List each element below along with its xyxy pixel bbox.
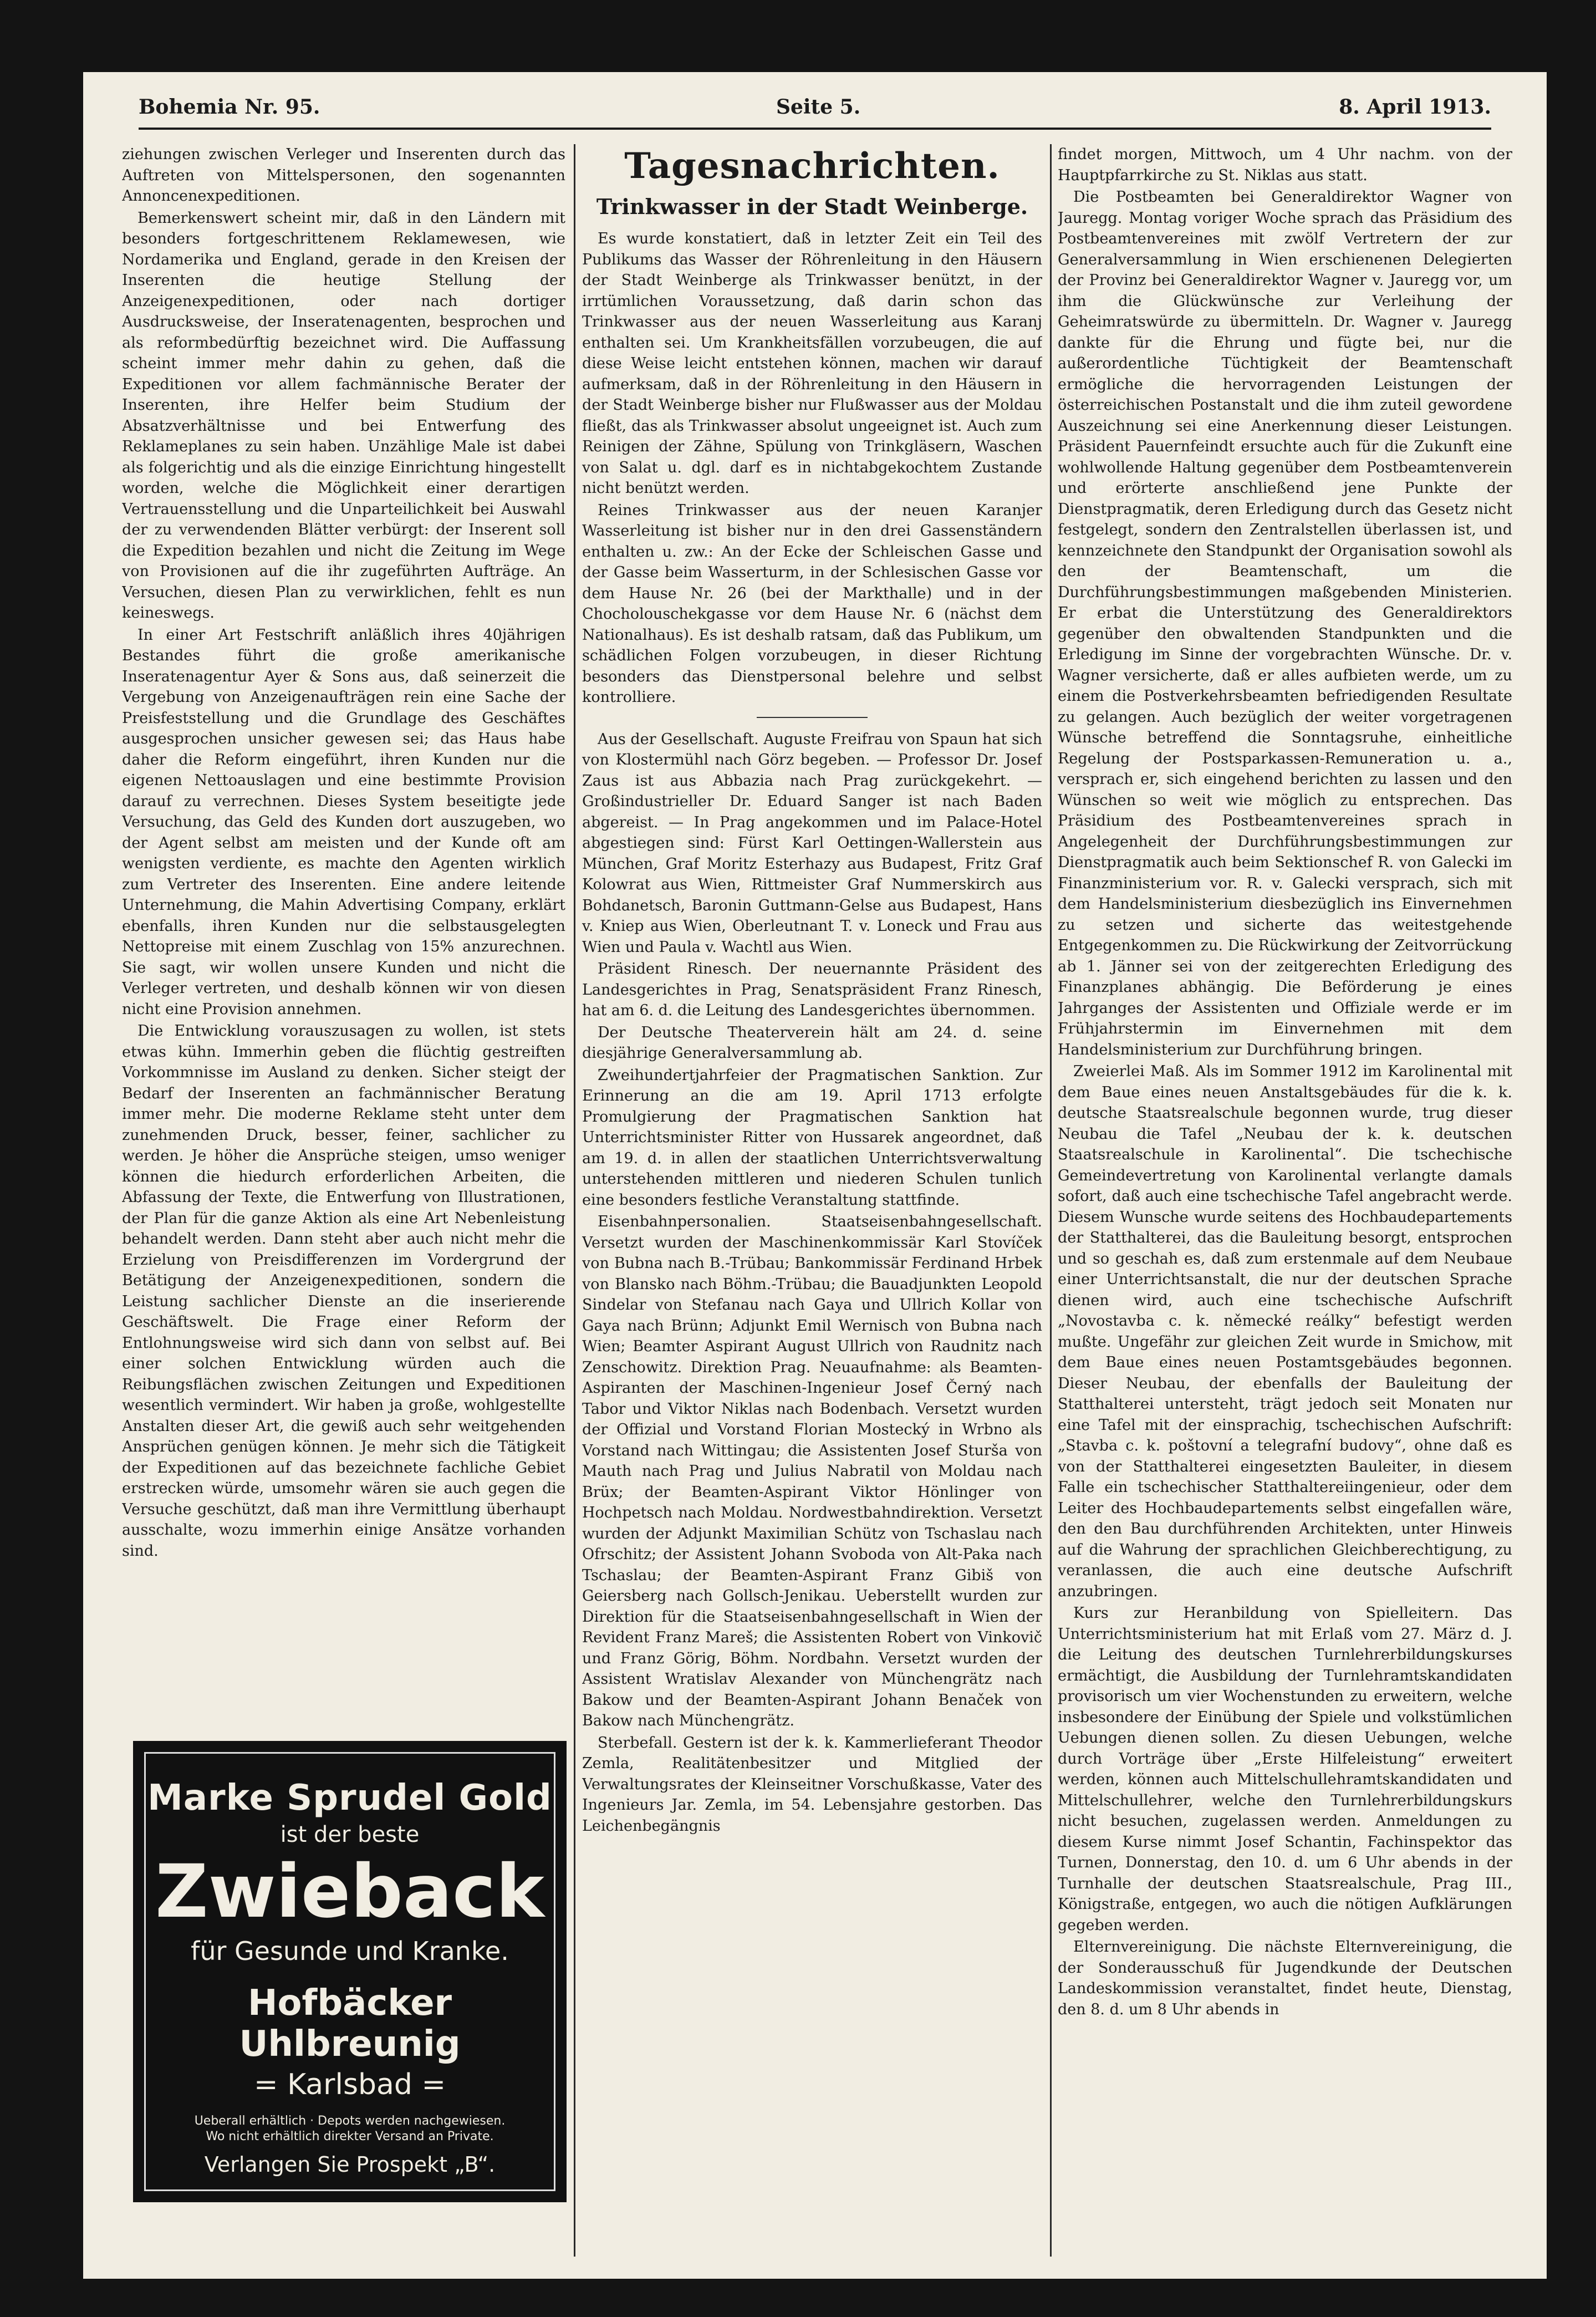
column-divider [574, 144, 575, 2257]
article-text: ziehungen zwischen Verleger und Inserenten durch das Auftreten von Mittelspersonen, den sogenannten Annoncenexpeditionen. [122, 146, 565, 205]
ad-fineprint-line: Wo nicht erhältlich direkter Versand an Private. [206, 2130, 494, 2143]
news-item: Eisenbahnpersonalien. Staatseisenbahngesellschaft. Versetzt wurden der Maschinenkommissär Karl Stovíček von Bubna nach B.-Trübau; Bankommissär Ferdinand Hrbek von Blansko nach Böhm.-Trübau; die Bauadjunkten Leopold Sindelar von Stefanau nach Gaya und Ullrich Kollar von Gaya nach Brünn; Adjunkt Emil Wernisch von Bubna nach Wien; Beamter Aspirant August Ullrich von Raudnitz nach Zenschowitz. Direktion Prag. Neuaufnahme: als Beamten-Aspiranten der Maschinen-Ingenieur Josef Černý nach Tabor und Viktor Niklas nach Bodenbach. Versetzt wurden der Offizial und Vorstand Florian Mostecký in Wrbno als Vorstand nach Wittingau; die Assistenten Josef Sturša von Mauth nach Prag und Julius Nabratil von Moldau nach Brüx; der Beamten-Aspirant Viktor Hönlinger von Hochpetsch nach Moldau. Nordwestbahndirektion. Versetzt wurden der Adjunkt Maximilian Schütz von Tschaslau nach Ofrschitz; der Assistent Johann Svoboda von Alt-Paka nach Tschaslau; der Beamten-Aspirant Franz Gibiš von Geiersberg nach Gollsch-Jenikau. Ueberstellt wurden zur Direktion für die Staatseisenbahngesellschaft in Wien der Revident Franz Mareš; die Assistenten Robert von Vinkovič und Franz Görig, Böhm. Nordbahn. Versetzt wurden der Assistent Wratislav Alexander von Münchengrätz nach Bakow und der Beamten-Aspirant Johann Benaček von Bakow nach Münchengrätz. [582, 1213, 1042, 1729]
page-number: Seite 5. [776, 95, 861, 119]
section-title: Tagesnachrichten. [624, 145, 1000, 187]
news-item: Elternvereinigung. Die nächste Elternvereinigung, die der Sonderausschuß für Jugendkunde der Deutschen Landeskommission veranstaltet, findet heute, Dienstag, den 8. d. um 8 Uhr abends in [1058, 1938, 1512, 2018]
news-item: Aus der Gesellschaft. Auguste Freifrau von Spaun hat sich von Klostermühl nach Görz begeben. — Professor Dr. Josef Zaus ist aus Abbazia nach Prag zurückgekehrt. — Großindustrieller Dr. Eduard Sanger ist nach Baden abgereist. — In Prag angekommen und im Palace-Hotel abgestiegen sind: Fürst Karl Oettingen-Wallerstein aus München, Graf Moritz Esterhazy aus Budapest, Fritz Graf Kolowrat aus Wien, Rittmeister Graf Nummerskirch aus Bohdanetsch, Baronin Guttmann-Gelse aus Budapest, Hans v. Kniep aus Wien, Oberleutnant T. v. Loneck und Frau aus Wien und Paula v. Wachtl aus Wien. [582, 730, 1042, 956]
ad-tagline: ist der beste [280, 1822, 420, 1847]
zwieback-advertisement [133, 1741, 567, 2202]
page-header [139, 83, 1491, 133]
column-2 [582, 144, 1042, 2257]
ad-city: = Karlsbad = [253, 2068, 446, 2101]
masthead-issue: Bohemia Nr. 95. [139, 95, 320, 119]
ad-product: Zwieback [155, 1849, 545, 1934]
ad-fineprint-line: Ueberall erhältlich · Depots werden nachgewiesen. [194, 2114, 506, 2128]
news-item: Sterbefall. Gestern ist der k. k. Kammerlieferant Theodor Zemla, Realitätenbesitzer und Mitglied der Verwaltungsrates der Kleinseitner Vorschußkasse, Vater des Ingenieurs Jar. Zemla, im 54. Lebensjahre gestorben. Das Leichenbegängnis [582, 1734, 1042, 1835]
article-headline: Trinkwasser in der Stadt Weinberge. [596, 194, 1028, 219]
ad-prospectus: Verlangen Sie Prospekt „B“. [204, 2152, 496, 2177]
news-item: Präsident Rinesch. Der neuernannte Präsident des Landesgerichtes in Prag, Senatspräsident Franz Rinesch, hat am 6. d. die Leitung des Landesgerichtes übernommen. [582, 960, 1042, 1019]
news-item: Der Deutsche Theaterverein hält am 24. d. seine diesjährige Generalversammlung ab. [582, 1023, 1042, 1062]
news-item: Die Postbeamten bei Generaldirektor Wagner von Jauregg. Montag voriger Woche sprach das Präsidium des Postbeamtenvereines mit zwölf Vertretern der zur Generalversammlung in Wien erschienenen Delegierten der Provinz bei Generaldirektor Wagner v. Jauregg vor, um ihm die Glückwünsche zur Verleihung der Geheimratswürde zu übermitteln. Dr. Wagner v. Jauregg dankte für die Ehrung und fügte bei, nur die außerordentliche Tüchtigkeit der Beamtenschaft ermögliche die hervorragenden Leistungen der österreichischen Postanstalt und die ihm zuteil gewordene Auszeichnung sei eine Anerkennung dieser Leistungen. Präsident Pauernfeindt ersuchte auch für die Zukunft eine wohlwollende Haltung gegenüber dem Postbeamtenverein und erörterte anschließend jene Punkte der Dienstpragmatik, deren Erledigung durch das Gesetz nicht festgelegt, sondern den Zentralstellen überlassen ist, und kennzeichnete den Standpunkt der Organisation sowohl als den der Beamtenschaft, um die Durchführungsbestimmungen maßgebenden Ministerien. Er erbat die Unterstützung des Generaldirektors gegenüber den obwaltenden Standpunkten und die Erledigung im Sinne der vorgebrachten Wünsche. Dr. v. Wagner versicherte, daß er alles aufbieten werde, um zu einem die Postverkehrsbeamten befriedigenden Resultate zu gelangen. Auch bezüglich der weiter vorgetragenen Wünsche betreffend die Sonntagsruhe, einheitliche Regelung der Postsparkassen-Remuneration u. a., versprach er, sich eingehend berichten zu lassen und den Wünschen so weit wie möglich zu entsprechen. Das Präsidium des Postbeamtenvereines sprach in Angelegenheit der Durchführungsbestimmungen zur Dienstpragmatik auch beim Sektionschef R. von Galecki im Finanzministerium vor. R. v. Galecki versprach, sich mit dem Handelsministerium diesbezüglich ins Einvernehmen zu setzen und sicherte das weitestgehende Entgegenkommen zu. Die Rückwirkung der Zeitvorrückung ab 1. Jänner sei von der zeitgerechten Erledigung des Finanzplanes abhängig. Die Beförderung je eines Jahrganges der Assistenten und Offiziale werde er im Frühjahrstermin im Einvernehmen mit dem Handelsministerium zur Durchführung bringen. [1058, 189, 1512, 1058]
news-item: Kurs zur Heranbildung von Spielleitern. Das Unterrichtsministerium hat mit Erlaß vom 27. März d. J. die Leitung des deutschen Turnlehrerbildungskurses ermächtigt, die Ausbildung der Turnlehramtskandidaten provisorisch um vier Wochenstunden zu erweitern, welche insbesondere der Einübung der Spiele und volkstümlichen Uebungen dienen sollen. Zu diesen Uebungen, welche durch Vorträge über „Erste Hilfeleistung“ erweitert werden, können auch Mittelschullehramtskandidaten und Mittelschullehrer, welche den Turnlehrerbildungskurs nicht besuchen, zugelassen werden. Anmeldungen zu diesem Kurse nimmt Josef Schantin, Fachinspektor das Turnen, Donnerstag, den 10. d. um 6 Uhr abends in der Turnhalle der deutschen Staatsrealschule, Prag III., Königstraße, entgegen, wo auch die nötigen Aufklärungen gegeben werden. [1058, 1605, 1512, 1934]
ad-maker: Hofbäcker Uhlbreunig [239, 1983, 461, 2065]
article-text: In einer Art Festschrift anläßlich ihres 40jährigen Bestandes führt die große amerikanische Inseratenagentur Ayer & Sons aus, daß seinerzeit die Vergebung von Anzeigenaufträgen rein eine Sache der Preisfeststellung und die Grundlage des Geschäftes ausgesprochen unsicher gewesen sei; das Haus habe daher die Reform eingeführt, ihren Kunden nur die eigenen Nettoauslagen und eine bestimmte Provision darauf zu verrechnen. Dieses System beseitigte jede Versuchung, das Geld des Kunden dort auszugeben, wo der Agent selbst am meisten und der Kunde oft am wenigsten verdiente, es machte den Agenten wirklich zum Vertreter des Inserenten. Eine andere leitende Unternehmung, die Mahin Advertising Company, erklärt ebenfalls, ihren Kunden nur die selbstausgelegten Nettopreise mit einem Zuschlag von 15% anzurechnen. Sie sagt, wir wollen unsere Kunden und nicht die Verleger vertreten, und deshalb können wir von diesen nicht eine Provision annehmen. [122, 626, 565, 1018]
column-divider [1050, 144, 1052, 2257]
news-item: Zweierlei Maß. Als im Sommer 1912 im Karolinental mit dem Baue eines neuen Anstaltsgebäudes für die k. k. deutsche Staatsrealschule begonnen wurde, trug dieser Neubau die Tafel „Neubau der k. k. deutschen Staatsrealschule in Karolinental“. Die tschechische Gemeindevertretung von Karolinental verlangte damals sofort, daß auch eine tschechische Tafel angebracht werde. Diesem Wunsche wurde seitens des Hochbaudepartements der Statthalterei, das die Bauleitung besorgt, entsprochen und so geschah es, daß zum erstenmale auf dem Neubaue einer Unterrichtsanstalt, die nur der deutschen Sprache dienen wird, auch eine tschechische Aufschrift „Novostavba c. k. německé reálky“ befestigt werden mußte. Ungefähr zur gleichen Zeit wurde in Smichow, mit dem Baue eines neuen Postamtsgebäudes begonnen. Dieser Neubau, der ebenfalls der Bauleitung der Statthalterei untersteht, trägt jedoch seit Monaten nur eine Tafel mit der einsprachig, tschechischen Aufschrift: „Stavba c. k. poštovní a telegrafní budovy“, ohne daß es von der Statthalterei eingesetzten Bauleiter, in diesem Falle ein tschechischer Statthaltereiingenieur, oder dem Leiter des Hochbaudepartements selbst eingefallen wäre, den den Bau durchführenden Architekten, unter Hinweis auf die Wahrung der sprachlichen Gleichberechtigung, zu veranlassen, die auch eine deutsche Aufschrift anzubringen. [1058, 1063, 1512, 1600]
newspaper-page [83, 72, 1547, 2279]
header-rule [139, 128, 1491, 130]
issue-date: 8. April 1913. [1339, 95, 1491, 119]
divider [757, 717, 868, 718]
column-3 [1058, 144, 1512, 2257]
article-text: Reines Trinkwasser aus der neuen Karanjer Wasserleitung ist bisher nur in den drei Gassenständern enthalten u. zw.: An der Ecke der Schleischen Gasse und der Gasse beim Wasserturm, in der Schlesischen Gasse vor dem Hause Nr. 26 (bei der Markthalle) und in der Chocholouschekgasse vor dem Hause Nr. 6 (nächst dem Nationalhaus). Es ist deshalb ratsam, daß das Publikum, um schädlichen Folgen vorzubeugen, in dieser Richtung besonders das Dienstpersonal belehre und selbst kontrolliere. [582, 501, 1042, 706]
article-text: Bemerkenswert scheint mir, daß in den Ländern mit besonders fortgeschrittenem Reklamewesen, wie Nordamerika und England, gerade in den Kreisen der Inserenten die heutige Stellung der Anzeigenexpeditionen, oder nach dortiger Ausdrucksweise, der Inseratenagenten, besprochen und als reformbedürftig bezeichnet wird. Die Auffassung scheint immer mehr dahin zu gehen, daß die Expeditionen vor allem fachmännische Berater der Inserenten, ihre Helfer beim Studium der Absatzverhältnisse und bei Entwerfung des Reklameplanes zu sein haben. Unzählige Male ist dabei als folgerichtig und als die einzige Einrichtung hingestellt worden, welche die Möglichkeit einer derartigen Vertrauensstellung und die Unparteilichkeit bei Auswahl der zu verwendenden Blätter verbürgt: der Inserent soll die Expedition bezahlen und nicht die Zeitung im Wege von Provisionen auf die ihr zugeführten Aufträge. An Versuchen, diesen Plan zu verwirklichen, fehlt es nun keineswegs. [122, 209, 565, 622]
news-item: findet morgen, Mittwoch, um 4 Uhr nachm. von der Hauptpfarrkirche zu St. Niklas aus statt. [1058, 146, 1512, 184]
article-text: Es wurde konstatiert, daß in letzter Zeit ein Teil des Publikums das Wasser der Röhrenleitung in den Häusern der Stadt Weinberge als Trinkwasser benützt, in der irrtümlichen Voraussetzung, daß darin schon das Trinkwasser aus der neuen Wasserleitung aus Karanj enthalten sei. Um Krankheitsfällen vorzubeugen, die auf diese Weise leicht entstehen können, machen wir darauf aufmerksam, daß in der Röhrenleitung in den Häusern in der Stadt Weinberge bisher nur Flußwasser aus der Moldau fließt, das als Trinkwasser absolut ungeeignet ist. Auch zum Reinigen der Zähne, Spülung von Trinkgläsern, Waschen von Salat u. dgl. darf es in nichtabgekochtem Zustande nicht benützt werden. [582, 230, 1042, 497]
article-text: Die Entwicklung vorauszusagen zu wollen, ist stets etwas kühn. Immerhin geben die flüchtig gestreiften Vorkommnisse im Ausland zu denken. Sicher steigt der Bedarf der Inserenten an fachmännischer Beratung immer mehr. Die moderne Reklame steht unter dem zunehmenden Druck, besser, feiner, sachlicher zu werden. Je höher die Ansprüche steigen, umso weniger können die hiedurch erforderlichen Arbeiten, die Abfassung der Texte, die Entwerfung von Illustrationen, der Plan für die ganze Aktion als eine Art Nebenleistung behandelt werden. Dann steht aber auch nicht mehr die Erzielung von Preisdifferenzen im Vordergrund der Betätigung der Anzeigenexpeditionen, sondern die Leistung sachlicher Dienste an die inserierende Geschäftswelt. Die Frage einer Reform der Entlohnungsweise wird sich dann von selbst auf. Bei einer solchen Entwicklung würden auch die Reibungsflächen zwischen Zeitungen und Expeditionen wesentlich vermindert. Wir haben ja große, wohlgestellte Anstalten dieser Art, die gewiß auch sehr weitgehenden Ansprüchen genügen können. Je mehr sich die Tätigkeit der Expeditionen auf das bezeichnete fachliche Gebiet erstrecken würde, umsomehr wären sie auch gegen die Versuche geschützt, daß man ihre Vermittlung überhaupt ausschalte, wozu immerhin einige Ansätze vorhanden sind. [122, 1022, 565, 1560]
ad-frame [144, 1752, 555, 2191]
ad-subtitle: für Gesunde und Kranke. [191, 1936, 509, 1966]
ad-brand: Marke Sprudel Gold [147, 1778, 552, 1819]
news-item: Zweihundertjahrfeier der Pragmatischen Sanktion. Zur Erinnerung an die am 19. April 1713 erfolgte Promulgierung der Pragmatischen Sanktion hat Unterrichtsminister Ritter von Hussarek angeordnet, daß am 19. d. in allen der staatlichen Unterrichtsverwaltung unterstehenden mittleren und niederen Schulen tunlich eine besonders festliche Veranstaltung stattfinde. [582, 1066, 1042, 1209]
